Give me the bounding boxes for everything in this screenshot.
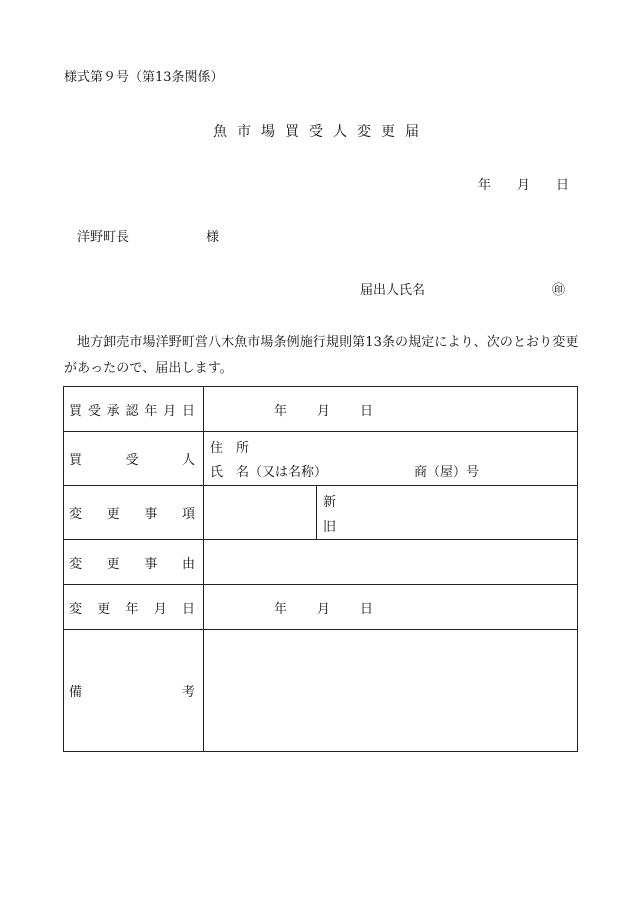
label-char: 備 [69, 685, 83, 700]
label-char: 年 [125, 601, 139, 617]
field-buyer[interactable] [204, 432, 578, 486]
row-approval-date [64, 387, 578, 432]
label-char: 日 [181, 601, 195, 617]
label-change-reason [64, 540, 204, 585]
label-char: 事 [144, 556, 158, 572]
label-char: 受 [125, 453, 139, 468]
body-text: 地方卸売市場洋野町営八木魚市場条例施行規則第13条の規定により、次のとおり変更があったので、届出します。 [64, 335, 579, 376]
form-table [63, 386, 578, 752]
label-char: 承 [106, 403, 120, 419]
trade-name-label: 商（屋）号 [414, 465, 480, 480]
applicant-label: 届出人氏名 [360, 283, 426, 298]
row-buyer [64, 432, 578, 486]
year-label: 年 [478, 178, 492, 193]
label-char: 日 [181, 403, 195, 419]
label-char: 変 [69, 601, 83, 617]
label-char: 変 [69, 507, 83, 522]
month-label: 月 [517, 178, 531, 193]
old-label: 旧 [323, 520, 337, 535]
label-approval-date [64, 387, 204, 432]
form-number: 様式第９号（第13条関係） [64, 70, 224, 85]
label-char: 考 [181, 685, 195, 700]
field-change-date[interactable] [204, 585, 578, 630]
new-label: 新 [323, 495, 337, 510]
seal-mark: ㊞ [552, 283, 566, 298]
label-char: 受 [87, 403, 101, 419]
label-char: 人 [181, 453, 195, 468]
label-char: 変 [69, 556, 83, 572]
row-change-items [64, 486, 578, 540]
addressee [77, 226, 220, 245]
change-items-blank[interactable] [204, 486, 317, 539]
submission-date [478, 174, 569, 193]
label-char: 事 [144, 507, 158, 522]
label-change-date [64, 585, 204, 630]
month-label: 月 [317, 403, 331, 419]
field-approval-date[interactable] [204, 387, 578, 432]
row-remarks [64, 630, 578, 752]
label-remarks [64, 630, 204, 752]
addressee-honorific: 様 [206, 230, 220, 245]
change-items-new-old[interactable] [317, 486, 577, 539]
label-char: 認 [125, 403, 139, 419]
document-title: 魚市場買受人変更届 [213, 124, 429, 140]
label-char: 更 [106, 507, 120, 522]
day-label: 日 [360, 403, 374, 419]
label-char: 年 [144, 403, 158, 419]
label-char: 由 [181, 556, 195, 572]
label-char: 月 [153, 601, 167, 617]
label-buyer [64, 432, 204, 486]
label-char: 項 [181, 507, 195, 522]
day-label: 日 [556, 178, 570, 193]
field-change-reason[interactable] [204, 540, 578, 585]
applicant-line [360, 279, 566, 298]
year-label: 年 [274, 403, 288, 419]
day-label: 日 [360, 601, 374, 617]
name-label: 氏 名（又は名称） [210, 465, 328, 480]
row-change-date [64, 585, 578, 630]
field-change-items[interactable] [204, 486, 578, 540]
label-char: 更 [106, 556, 120, 572]
year-label: 年 [274, 601, 288, 617]
address-label: 住 所 [210, 441, 250, 456]
label-char: 買 [69, 453, 83, 468]
addressee-name: 洋野町長 [77, 230, 130, 245]
label-change-items [64, 486, 204, 540]
label-char: 買 [69, 403, 83, 419]
label-char: 更 [97, 601, 111, 617]
label-char: 月 [163, 403, 177, 419]
month-label: 月 [317, 601, 331, 617]
field-remarks[interactable] [204, 630, 578, 752]
row-change-reason [64, 540, 578, 585]
